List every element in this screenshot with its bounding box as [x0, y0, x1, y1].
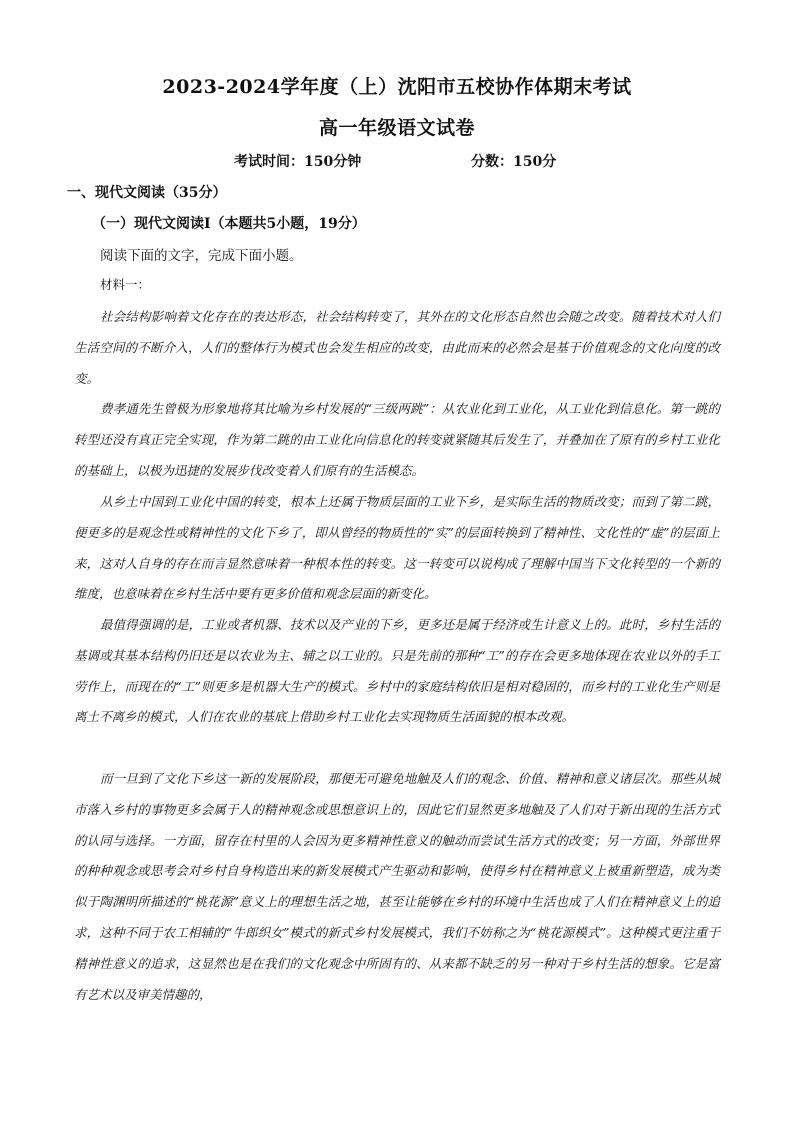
paragraph: 最值得强调的是，工业或者机器、技术以及产业的下乡，更多还是属于经济或生计意义上的。此时，乡村生活的基调或其基本结构仍旧还是以农业为主、辅之以工业的。只是先前的那种“工”的存在会更多地体现在农业以外的手工劳作上，而现在的“工”则更多是机器大生产的模式。乡村中的家庭结构依旧是相对稳固的，而乡村的工业化生产则是离土不离乡的模式，人们在农业的基底上借助乡村工业化去实现物质生活面貌的根本改观。: [74, 617, 720, 725]
paper-subtitle: 高一年级语文试卷: [318, 117, 475, 139]
paragraph: 而一旦到了文化下乡这一新的发展阶段，那便无可避免地触及人们的观念、价值、精神和意义诸层次。那些从城市落入乡村的事物更多会属于人的精神观念或思想意识上的，因此它们显然更多地触及了人们对于新出现的生活方式的认同与选择。一方面，留存在村里的人会因为更多精神性意义的触动而尝试生活方式的改变；另一方面，外部世界的种种观念或思考会对乡村自身构造出来的新发展模式产生驱动和影响，使得乡村在精神意义上被重新塑造，成为类似于陶渊明所描述的“桃花源”意义上的理想生活之地，甚至让能够在乡村的环境中生活也成了人们在精神意义上的追求，这种不同于农工相辅的“牛郎织女”模式的新式乡村发展模式，我们不妨称之为“桃花源模式”。这种模式更注重于精神性意义的追求，这显然也是在我们的文化观念中所固有的、从来都不缺乏的另一种对于乡村生活的想象。它是富有艺术以及审美情趣的，: [74, 771, 720, 1002]
paragraph: 社会结构影响着文化存在的表达形态，社会结构转变了，其外在的文化形态自然也会随之改变。随着技术对人们生活空间的不断介入，人们的整体行为模式也会发生相应的改变，由此而来的必然会是基于价值观念的文化向度的改变。: [74, 309, 720, 386]
exam-title: 2023-2024学年度（上）沈阳市五校协作体期末考试: [162, 76, 632, 98]
section-heading: 一、现代文阅读（35分）: [67, 185, 227, 201]
exam-time: 考试时间：150分钟: [234, 154, 362, 170]
paragraph: 费孝通先生曾极为形象地将其比喻为乡村发展的“三级两跳”：从农业化到工业化，从工业化到信息化。第一跳的转型还没有真正完全实现，作为第二跳的由工业化向信息化的转变就紧随其后发生了，并叠加在了原有的乡村工业化的基础上，以极为迅捷的发展步伐改变着人们原有的生活模态。: [74, 401, 720, 478]
exam-score: 分数：150分: [471, 154, 557, 170]
material-label: 材料一：: [100, 277, 151, 292]
paragraph: 从乡土中国到工业化中国的转变，根本上还属于物质层面的工业下乡，是实际生活的物质改变；而到了第二跳，便更多的是观念性或精神性的文化下乡了，即从曾经的物质性的“实”的层面转换到了精神性、文化性的“虚”的层面上来，这对人自身的存在而言显然意味着一种根本性的转变。这一转变可以说构成了理解中国当下文化转型的一个新的维度，也意味着在乡村生活中要有更多价值和观念层面的新变化。: [74, 494, 720, 602]
subsection-heading: （一）现代文阅读Ⅰ（本题共5小题，19分）: [92, 216, 366, 232]
reading-instruction: 阅读下面的文字，完成下面小题。: [100, 248, 303, 264]
